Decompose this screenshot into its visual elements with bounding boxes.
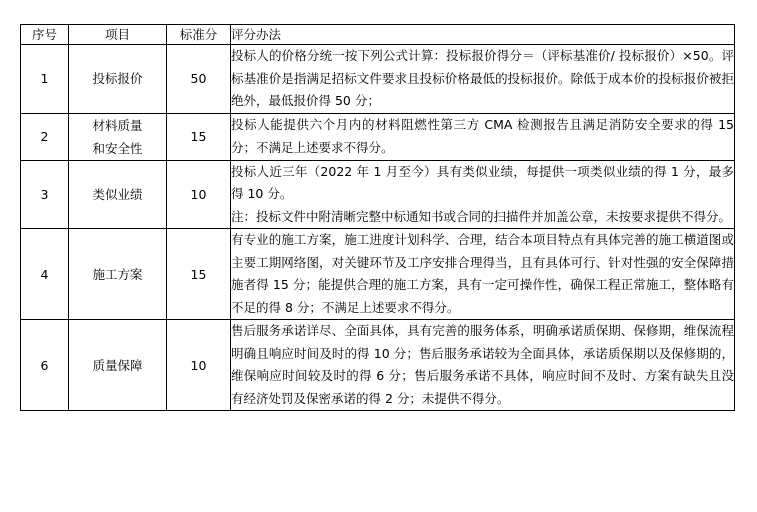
row-method-text: 投标人近三年（2022 年 1 月至今）具有类似业绩，每提供一项类似业绩的得 1 分，最多得 10 分。	[231, 163, 734, 201]
row-method-text: 投标人能提供六个月内的材料阻燃性第三方 CMA 检测报告且满足消防安全要求的得 15 分；不满足上述要求不得分。	[231, 117, 734, 155]
header-method: 评分办法	[231, 25, 735, 45]
header-no: 序号	[21, 25, 69, 45]
row-item	[69, 160, 167, 229]
row-method-text: 有专业的施工方案，施工进度计划科学、合理，结合本项目特点有具体完善的施工横道图或主要工期网络图，对关键环节及工序安排合理得当，且有具体可行、针对性强的安全保障措施者得 15 分；能提供合理的施工方案，具有一定可操作性，确保工程正常施工，整体略有不足的得 8 分；不满足上述要求不得分。	[231, 232, 734, 315]
row-item	[69, 45, 167, 114]
row-item	[69, 113, 167, 160]
row-no: 4	[21, 229, 69, 320]
row-no: 3	[21, 160, 69, 229]
row-no: 2	[21, 113, 69, 160]
table-row	[21, 229, 735, 320]
row-method-text: 售后服务承诺详尽、全面具体，具有完善的服务体系，明确承诺质保期、保修期，维保流程明确且响应时间及时的得 10 分；售后服务承诺较为全面具体，承诺质保期以及保修期的，维保响应时间较及时的得 6 分；售后服务承诺不具体，响应时间不及时、方案有缺失且没有经济处罚及保密承诺的得 2 分；未提供不得分。	[231, 323, 734, 406]
row-no: 6	[21, 320, 69, 411]
row-method-note: 注：投标文件中附清晰完整中标通知书或合同的扫描件并加盖公章，未按要求提供不得分。	[231, 208, 732, 224]
row-item-text: 投标报价	[92, 71, 143, 87]
header-standard: 标准分	[167, 25, 231, 45]
row-standard: 10	[167, 320, 231, 411]
header-item: 项目	[69, 25, 167, 45]
row-item-text: 施工方案	[92, 266, 143, 282]
row-standard: 15	[167, 229, 231, 320]
row-item-text: 质量保障	[92, 357, 143, 373]
row-method-text: 投标人的价格分统一按下列公式计算：投标报价得分＝（评标基准价/ 投标报价）×50。评标基准价是指满足招标文件要求且投标价格最低的投标报价。除低于成本价的投标报价被拒绝外，最低报价得 50 分；	[231, 48, 734, 108]
row-item-text: 材料质量和安全性	[92, 117, 143, 156]
row-standard: 10	[167, 160, 231, 229]
scoring-table	[20, 24, 735, 411]
table-row	[21, 113, 735, 160]
table-row	[21, 45, 735, 114]
row-item	[69, 229, 167, 320]
row-method	[231, 320, 735, 411]
header-row	[21, 25, 735, 45]
row-standard: 15	[167, 113, 231, 160]
row-item	[69, 320, 167, 411]
table-row	[21, 320, 735, 411]
table-row	[21, 160, 735, 229]
row-method	[231, 229, 735, 320]
row-standard: 50	[167, 45, 231, 114]
row-item-text: 类似业绩	[92, 186, 143, 202]
row-method	[231, 160, 735, 229]
row-method	[231, 113, 735, 160]
row-method	[231, 45, 735, 114]
row-no: 1	[21, 45, 69, 114]
